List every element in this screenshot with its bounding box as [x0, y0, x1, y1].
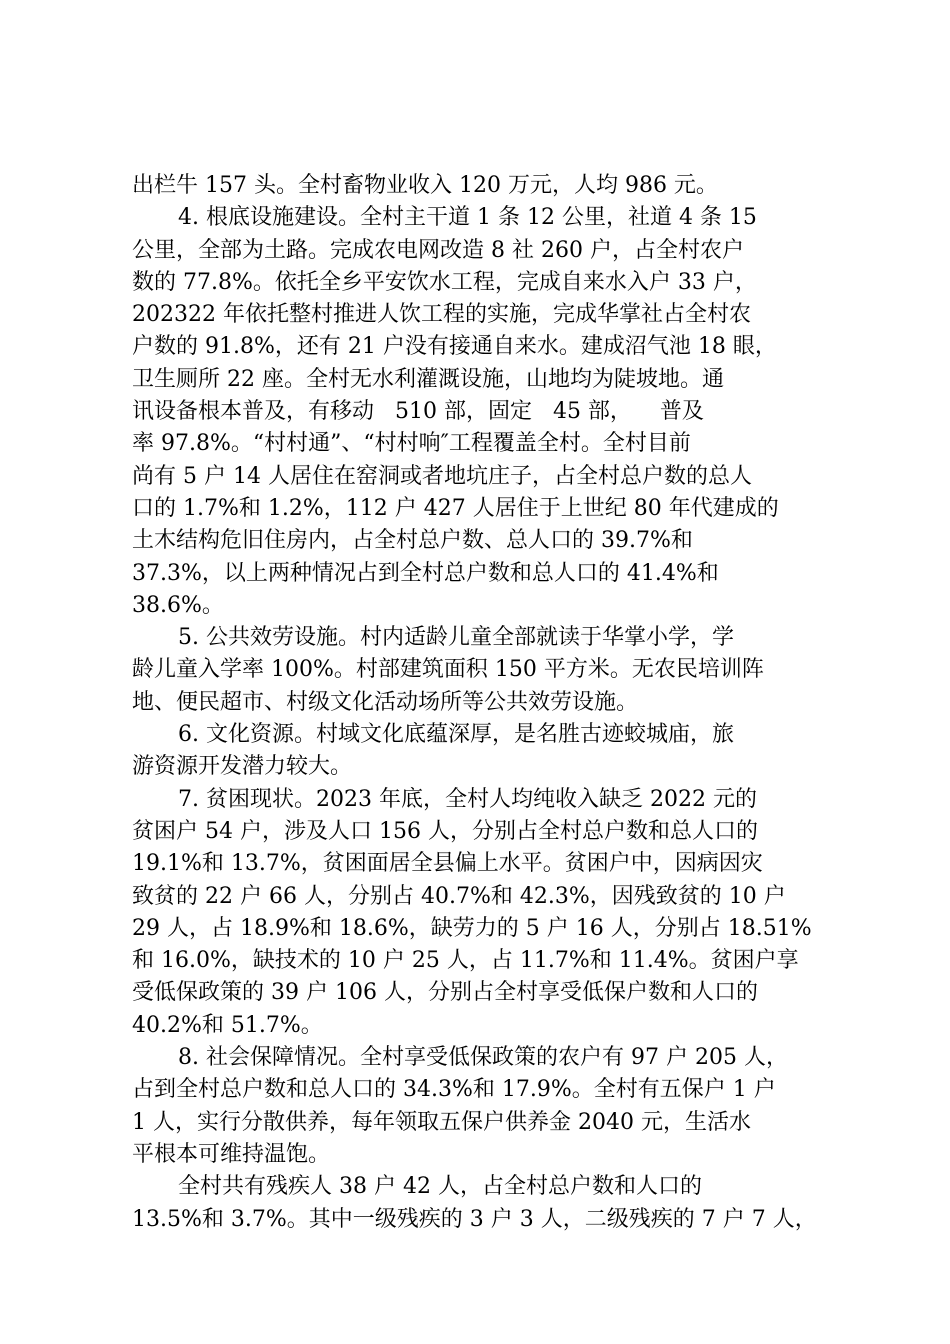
text-line: 40.2%和 51.7%。 [132, 1012, 323, 1038]
text-line: 受低保政策的 39 户 106 人，分别占全村享受低保户数和人口的 [132, 980, 758, 1006]
paragraph-start-line: 8. 社会保障情况。全村享受低保政策的农户有 97 户 205 人， [178, 1045, 788, 1071]
text-line: 13.5%和 3.7%。其中一级残疾的 3 户 3 人，二级残疾的 7 户 7 人， [132, 1206, 817, 1232]
text-line: 口的 1.7%和 1.2%，112 户 427 人居住于上世纪 80 年代建成的 [132, 495, 779, 521]
document-body [132, 170, 832, 1236]
text-line: 出栏牛 157 头。全村畜物业收入 120 万元，人均 986 元。 [132, 173, 718, 198]
text-line: 202322 年依托整村推进人饮工程的实施，完成华掌社占全村农 [132, 302, 751, 328]
paragraph-start-line: 4. 根底设施建设。全村主干道 1 条 12 公里，社道 4 条 15 [178, 205, 757, 231]
text-line: 讯设备根本普及，有移动 510 部，固定 45 部， 普及 [132, 399, 704, 425]
text-line: 占到全村总户数和总人口的 34.3%和 17.9%。全村有五保户 1 户 [132, 1077, 776, 1103]
paragraph-start-line: 全村共有残疾人 38 户 42 人，占全村总户数和人口的 [178, 1174, 702, 1200]
text-line: 29 人，占 18.9%和 18.6%，缺劳力的 5 户 16 人，分别占 18.51% [132, 915, 812, 941]
text-line: 率 97.8%。“村村通”、“村村响″工程覆盖全村。全村目前 [132, 431, 691, 457]
paragraph-start-line: 5. 公共效劳设施。村内适龄儿童全部就读于华掌小学，学 [178, 625, 734, 651]
text-line: 1 人，实行分散供养，每年领取五保户供养金 2040 元，生活水 [132, 1109, 751, 1135]
paragraph-start-line: 7. 贫困现状。2023 年底，全村人均纯收入缺乏 2022 元的 [178, 786, 757, 812]
text-line: 贫困户 54 户，涉及人口 156 人，分别占全村总户数和总人口的 [132, 818, 758, 844]
text-line: 致贫的 22 户 66 人，分别占 40.7%和 42.3%，因残致贫的 10 户 [132, 883, 786, 909]
paragraph-start-line: 6. 文化资源。村域文化底蕴深厚，是名胜古迹蛟城庙，旅 [178, 722, 734, 748]
text-line: 38.6%。 [132, 592, 224, 618]
text-line: 龄儿童入学率 100%。村部建筑面积 150 平方米。无农民培训阵 [132, 657, 764, 683]
text-line: 游资源开发潜力较大。 [132, 754, 353, 780]
text-line: 地、便民超市、村级文化活动场所等公共效劳设施。 [132, 689, 639, 715]
text-line: 和 16.0%，缺技术的 10 户 25 人，占 11.7%和 11.4%。贫困户享 [132, 948, 799, 974]
text-line: 户数的 91.8%，还有 21 户没有接通自来水。建成沼气池 18 眼， [132, 334, 777, 360]
text-line: 尚有 5 户 14 人居住在窑洞或者地坑庄子，占全村总户数的总人 [132, 463, 752, 489]
text-line: 19.1%和 13.7%，贫困面居全县偏上水平。贫困户中，因病因灾 [132, 851, 763, 877]
text-line: 平根本可维持温饱。 [132, 1141, 331, 1167]
text-line: 37.3%，以上两种情况占到全村总户数和总人口的 41.4%和 [132, 560, 719, 586]
text-line: 公里，全部为土路。完成农电网改造 8 社 260 户，占全村农户 [132, 237, 744, 263]
text-line: 数的 77.8%。依托全乡平安饮水工程，完成自来水入户 33 户， [132, 269, 757, 295]
text-line: 土木结构危旧住房内，占全村总户数、总人口的 39.7%和 [132, 528, 693, 554]
text-line: 卫生厕所 22 座。全村无水利灌溉设施，山地均为陡坡地。通 [132, 366, 724, 392]
